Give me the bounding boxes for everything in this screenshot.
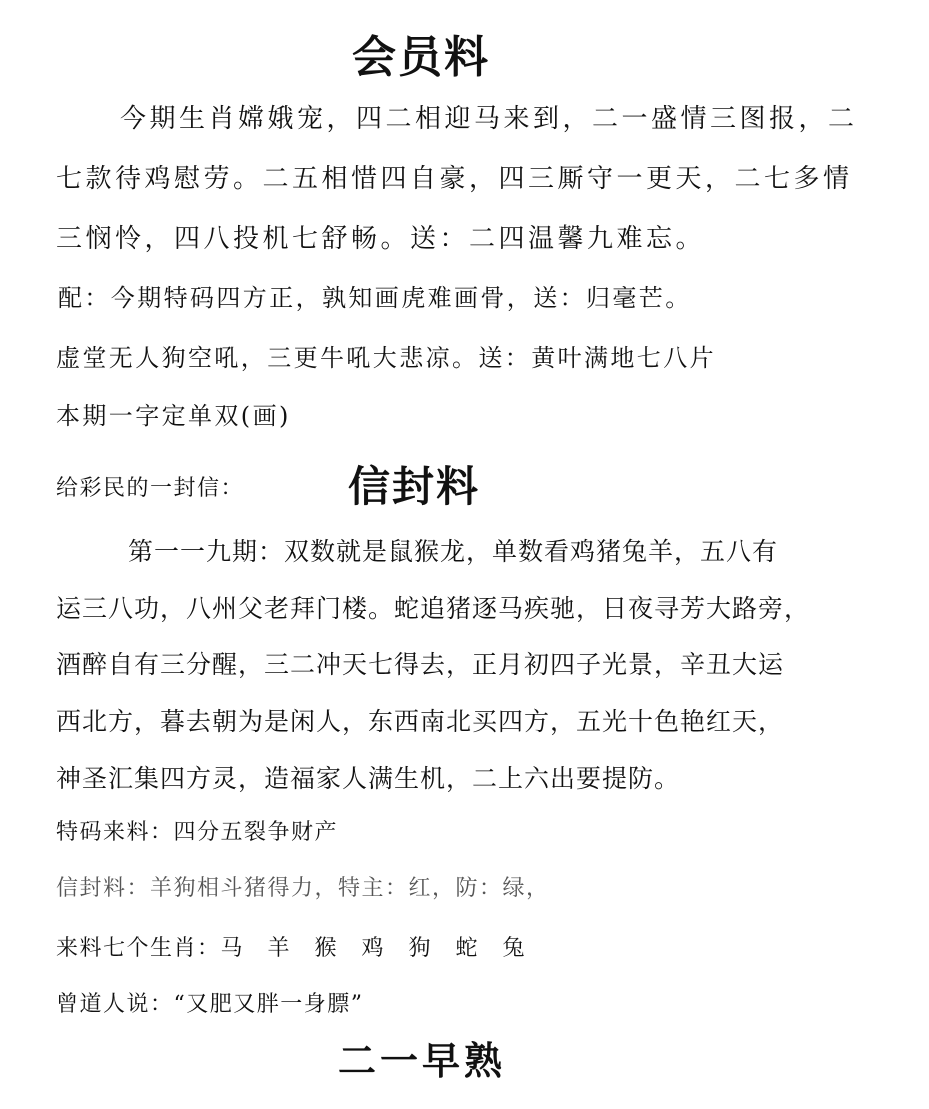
zodiac-label: 来料七个生肖： — [56, 936, 221, 961]
letter-line-1: 第一一九期：双数就是鼠猴龙，单数看鸡猪兔羊，五八有 — [128, 537, 779, 566]
member-title: 会员料 — [352, 32, 490, 83]
letter-line-4: 西北方，暮去朝为是闲人，东西南北买四方，五光十色艳红天， — [56, 707, 785, 736]
final-phrase: 二一早熟 — [338, 1039, 507, 1083]
taoist-saying: 曾道人说：“又肥又胖一身膘” — [56, 992, 364, 1017]
letter-line-3: 酒醉自有三分醒，三二冲天七得去，正月初四子光景，辛丑大运 — [56, 650, 785, 679]
letter-line-5: 神圣汇集四方灵，造福家人满生机，二上六出要提防。 — [56, 764, 681, 793]
member-line-4: 配：今期特码四方正，孰知画虎难画骨，送：归毫芒。 — [58, 284, 692, 312]
zodiac-list: 马 羊 猴 鸡 狗 蛇 兔 — [220, 936, 534, 961]
member-line-2: 七款待鸡慰劳。二五相惜四自豪，四三厮守一更天，二七多情 — [56, 164, 853, 194]
zodiac-line — [56, 938, 533, 960]
envelope-note-line: 信封料：羊狗相斗猪得力，特主：红，防：绿， — [56, 876, 550, 901]
special-code-line: 特码来料：四分五裂争财产 — [56, 820, 339, 845]
member-line-3: 三悯怜，四八投机七舒畅。送：二四温馨九难忘。 — [56, 224, 706, 254]
member-line-1: 今期生肖嫦娥宠，四二相迎马来到，二一盛情三图报，二 — [120, 104, 858, 134]
member-line-5: 虚堂无人狗空吼，三更牛吼大悲凉。送：黄叶满地七八片 — [56, 344, 716, 372]
letter-title: 信封料 — [348, 462, 481, 511]
letter-line-2: 运三八功，八州父老拜门楼。蛇追猪逐马疾驰，日夜寻芳大路旁， — [56, 594, 811, 623]
member-line-6: 本期一字定单双(画) — [56, 402, 291, 430]
letter-intro: 给彩民的一封信： — [56, 476, 245, 501]
